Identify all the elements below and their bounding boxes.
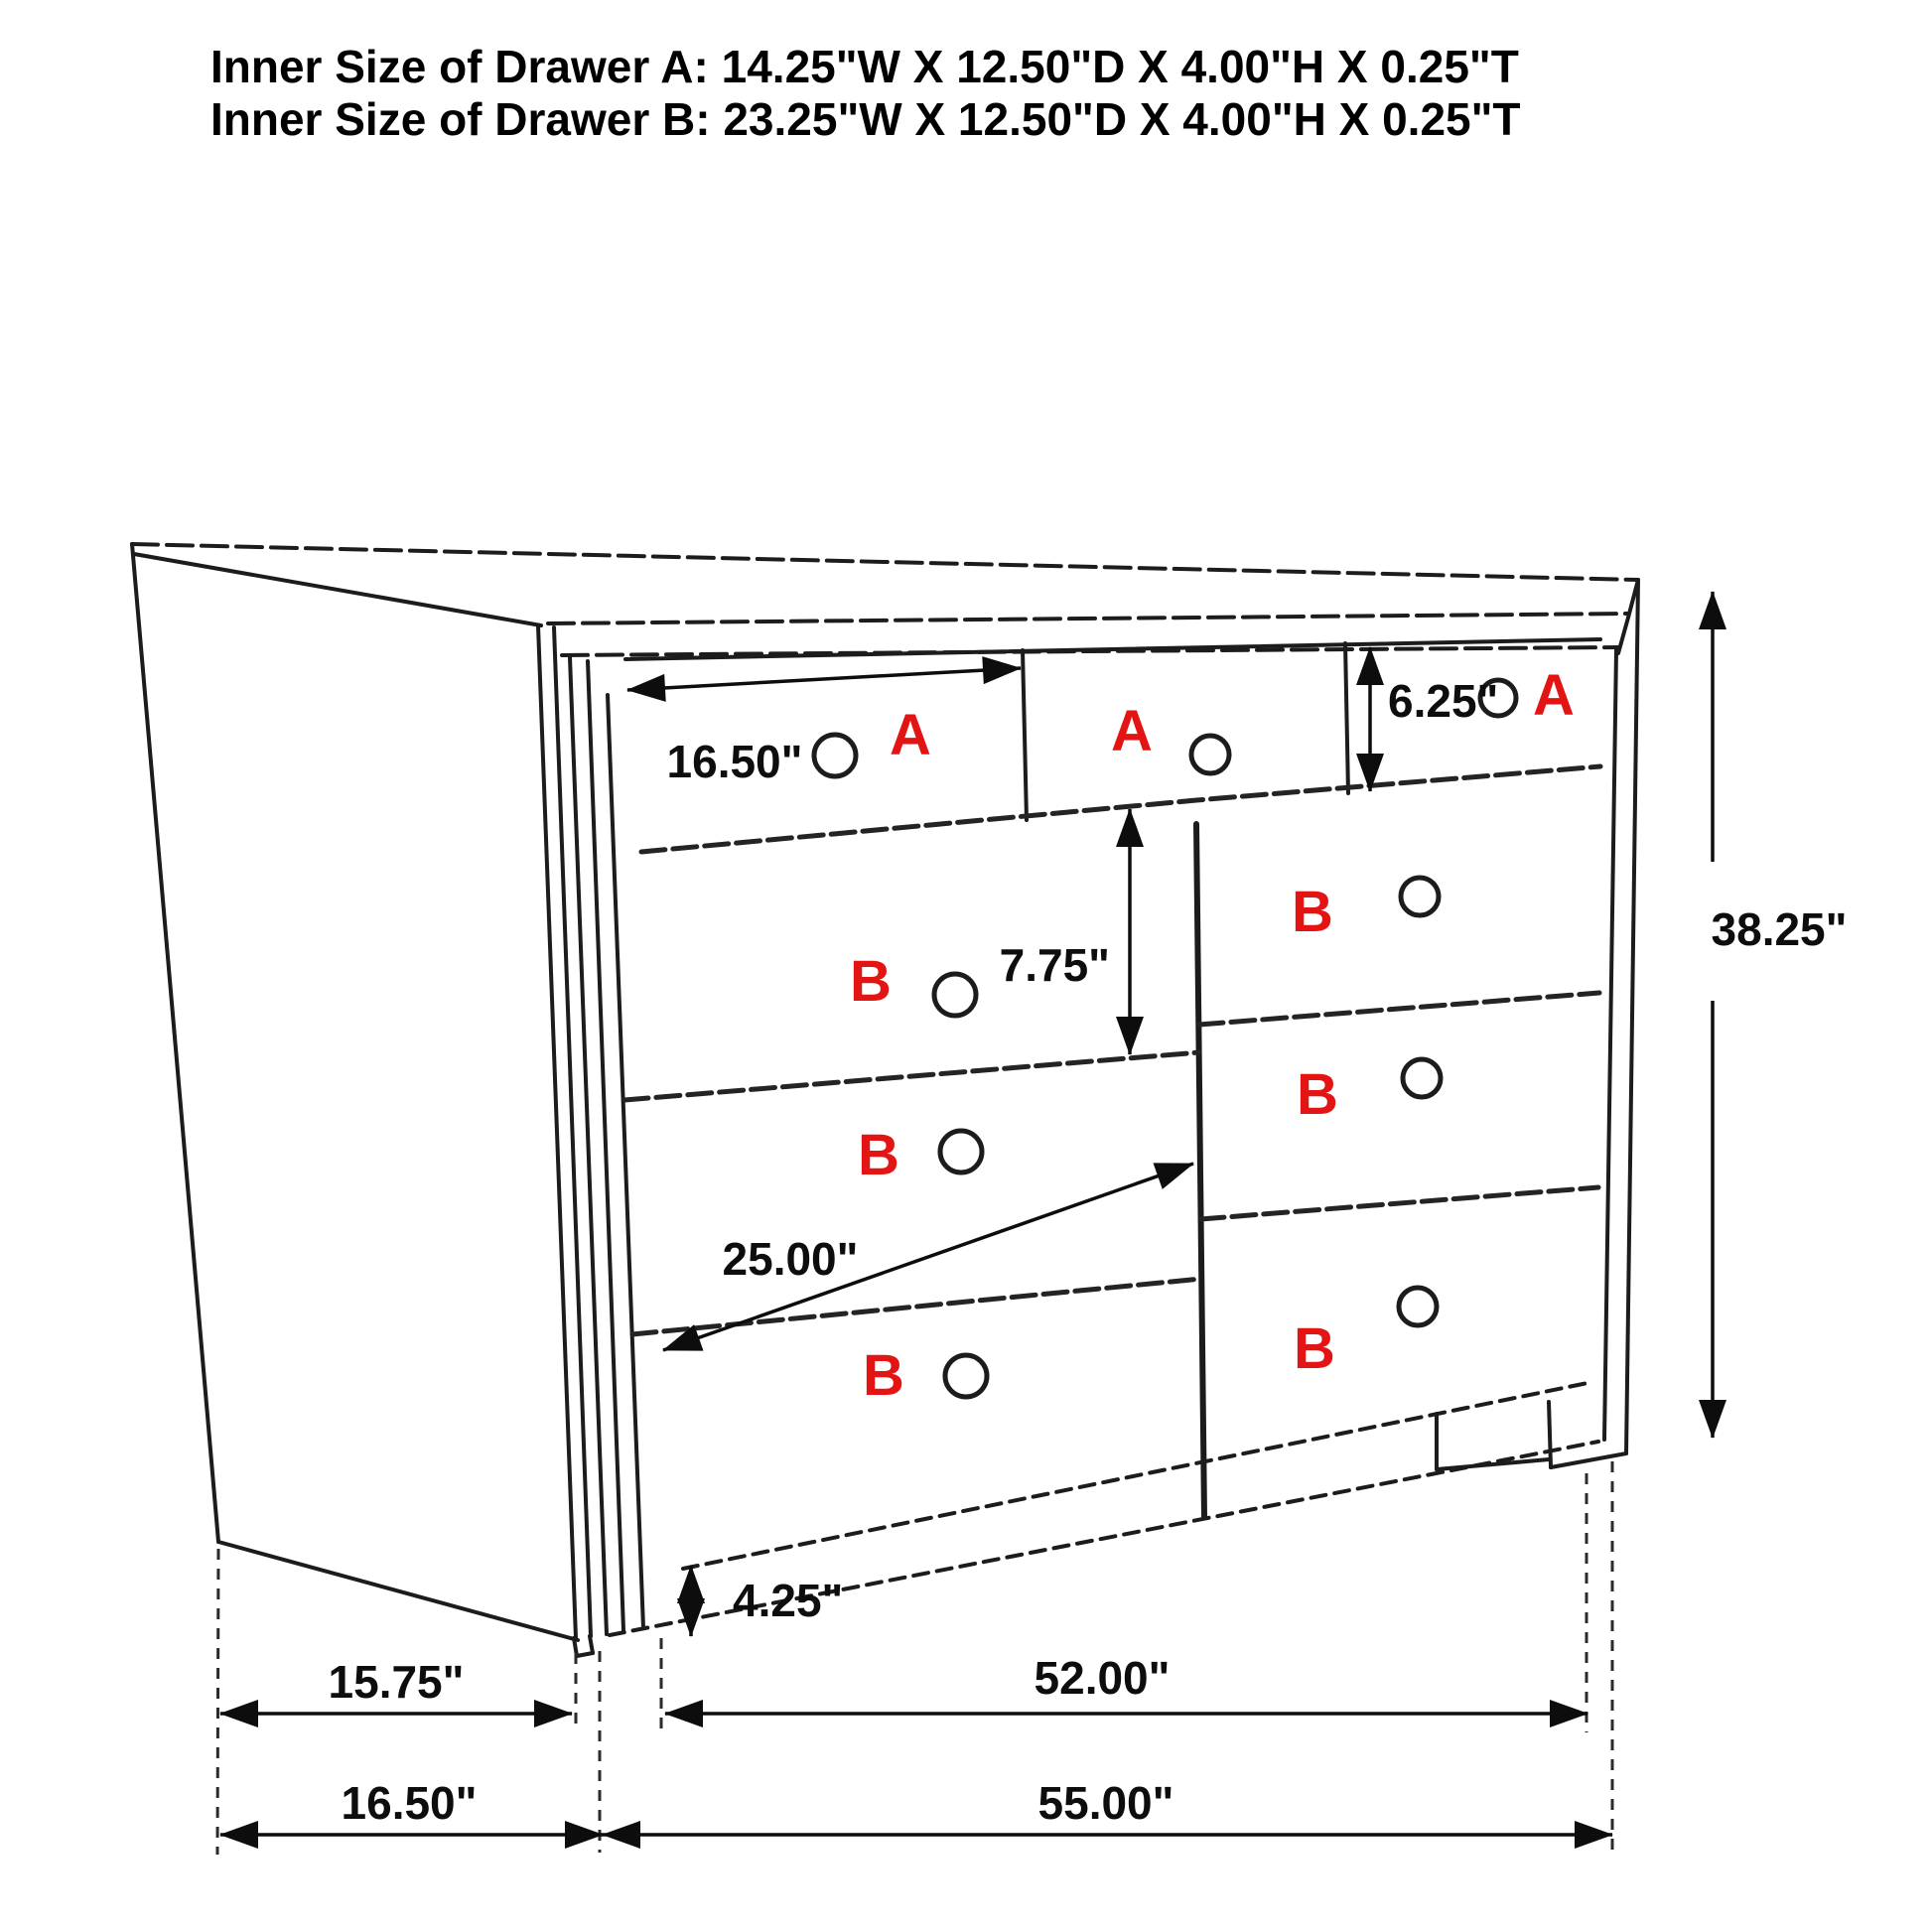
drawer-b-right-top-knob bbox=[1401, 878, 1439, 915]
top-slab-edges bbox=[132, 544, 1638, 655]
drawer-a2-knob bbox=[1191, 736, 1229, 773]
drawer-b-left-bottom-label: B bbox=[863, 1343, 904, 1408]
drawer-b-left-middle-label: B bbox=[858, 1123, 899, 1187]
drawer-b-right-middle-face bbox=[1199, 993, 1599, 1219]
dim-overall-width bbox=[603, 1777, 1612, 1835]
drawer-b-right-top-label: B bbox=[1292, 880, 1333, 944]
drawer-a3-label: A bbox=[1533, 663, 1575, 728]
title-line-drawer-a: Inner Size of Drawer A: 14.25"W X 12.50"D X 4.00"H X 0.25"T bbox=[210, 41, 1519, 92]
dim-drawer-b-width-label: 25.00" bbox=[722, 1233, 859, 1285]
dim-top-depth-inner bbox=[220, 1656, 572, 1714]
dim-overall-depth bbox=[220, 1777, 603, 1835]
dim-overall-depth-label: 16.50" bbox=[341, 1777, 478, 1829]
left-side-panel bbox=[132, 544, 591, 1640]
dim-overall-width-label: 55.00" bbox=[1037, 1777, 1174, 1829]
drawer-b-right-middle-label: B bbox=[1297, 1062, 1338, 1127]
dim-base-clearance bbox=[691, 1566, 843, 1636]
drawer-b-left-middle-knob bbox=[940, 1131, 982, 1173]
drawer-a2-face bbox=[1027, 641, 1348, 816]
dim-drawer-a-front-height-label: 6.25" bbox=[1388, 675, 1499, 727]
title-block bbox=[210, 41, 1521, 145]
drawer-a1-knob bbox=[814, 735, 856, 776]
drawer-b-right-bottom-knob bbox=[1399, 1288, 1437, 1325]
drawer-b-right-top-face bbox=[1196, 766, 1600, 1025]
dim-drawer-section-width bbox=[665, 1652, 1587, 1714]
drawer-b-left-top-knob bbox=[934, 974, 976, 1016]
drawer-b-right-bottom-label: B bbox=[1294, 1316, 1335, 1381]
drawer-b-left-top-label: B bbox=[850, 949, 892, 1014]
dim-drawer-b-front-height-label: 7.75" bbox=[999, 939, 1110, 991]
drawer-b-right-middle-knob bbox=[1403, 1059, 1441, 1097]
drawer-a1-label: A bbox=[890, 703, 931, 767]
drawer-b-left-bottom-knob bbox=[945, 1355, 987, 1397]
dim-top-depth-inner-label: 15.75" bbox=[328, 1656, 465, 1708]
dim-drawer-section-width-label: 52.00" bbox=[1034, 1652, 1171, 1704]
dim-overall-height-label: 38.25" bbox=[1711, 903, 1848, 955]
dim-base-clearance-label: 4.25" bbox=[733, 1575, 844, 1626]
dim-overall-height bbox=[1712, 592, 1848, 1438]
dim-drawer-a-width-label: 16.50" bbox=[666, 736, 803, 787]
title-line-drawer-b: Inner Size of Drawer B: 23.25"W X 12.50"D X 4.00"H X 0.25"T bbox=[210, 93, 1521, 145]
drawer-a2-label: A bbox=[1111, 699, 1153, 763]
